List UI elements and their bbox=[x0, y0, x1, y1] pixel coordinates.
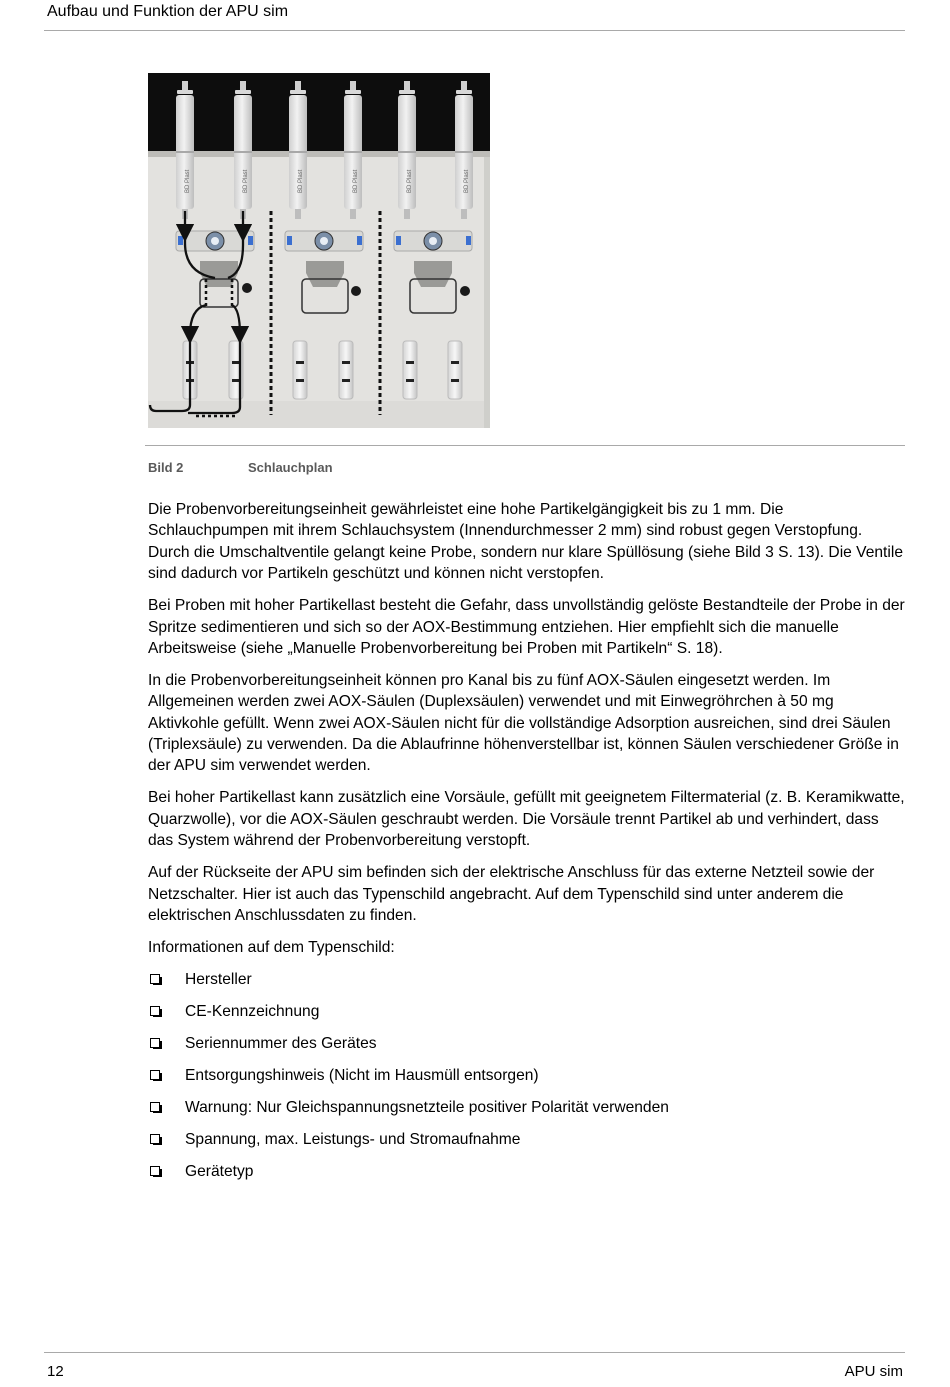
checkbox-bullet-icon bbox=[150, 974, 160, 984]
paragraph: Bei hoher Partikellast kann zusätzlich eine Vorsäule, gefüllt mit geeignetem Filtermaterial (z. B. Keramikwatte, Quarzwolle), vor die AOX-Säulen geschraubt werden. Die Vorsäule trennt Partikel ab und verhindert, dass das System während der Probenvorbereitung verstopft. bbox=[148, 789, 905, 850]
body-text bbox=[148, 499, 906, 1193]
list-item-text: Entsorgungshinweis (Nicht im Hausmüll entsorgen) bbox=[185, 1066, 539, 1084]
figure-number: Bild 2 bbox=[148, 460, 184, 475]
checkbox-bullet-icon bbox=[150, 1102, 160, 1112]
checkbox-bullet-icon bbox=[150, 1038, 160, 1048]
list-item bbox=[148, 1161, 906, 1193]
svg-text:BD Plast: BD Plast bbox=[353, 169, 359, 193]
paragraph: Informationen auf dem Typenschild: bbox=[148, 938, 395, 956]
list-item bbox=[148, 1001, 906, 1033]
svg-text:BD Plast: BD Plast bbox=[185, 169, 191, 193]
typenschild-list bbox=[148, 969, 906, 1193]
list-item-text: Spannung, max. Leistungs- und Stromaufnahme bbox=[185, 1130, 521, 1148]
footer-rule bbox=[44, 1352, 905, 1353]
list-item-text: Seriennummer des Gerätes bbox=[185, 1034, 377, 1052]
checkbox-bullet-icon bbox=[150, 1166, 160, 1176]
list-item bbox=[148, 1097, 906, 1129]
checkbox-bullet-icon bbox=[150, 1070, 160, 1080]
checkbox-bullet-icon bbox=[150, 1134, 160, 1144]
list-item-text: Warnung: Nur Gleichspannungsnetzteile positiver Polarität verwenden bbox=[185, 1098, 669, 1116]
list-item-text: Hersteller bbox=[185, 970, 252, 988]
paragraph: In die Probenvorbereitungseinheit können pro Kanal bis zu fünf AOX-Säulen eingesetzt werden. Im Allgemeinen werden zwei AOX-Säulen (Duplexsäulen) verwendet und mit Einwegröhrchen à 50 mg Aktivkohle gefüllt. Wenn zwei AOX-Säulen nicht für die vollständige Adsorption ausreichen, sind drei Säulen (Triplexsäule) zu verwenden. Da die Ablaufrinne höhenverstellbar ist, können Säulen verschiedener Größe in der APU sim verwendet werden. bbox=[148, 671, 899, 775]
footer-product-name: APU sim bbox=[844, 1363, 903, 1380]
paragraph: Die Probenvorbereitungseinheit gewährleistet eine hohe Partikelgängigkeit bis zu 1 mm. Die Schlauchpumpen mit ihrem Schlauchsystem (Innendurchmesser 2 mm) sind robust gegen Verstopfung. Durch die Umschaltventile gelangt keine Probe, sondern nur klare Spüllösung (siehe Bild 3 S. 13). Die Ventile sind dadurch vor Partikeln geschützt und können nicht verstopfen. bbox=[148, 501, 903, 583]
running-header: Aufbau und Funktion der APU sim bbox=[47, 3, 289, 20]
page-number: 12 bbox=[47, 1363, 64, 1380]
paragraph: Auf der Rückseite der APU sim befinden sich der elektrische Anschluss für das externe Netzteil sowie der Netzschalter. Hier ist auch das Typenschild angebracht. Auf dem Typenschild sind unter anderem die elektrischen Anschlussdaten zu finden. bbox=[148, 864, 875, 924]
svg-text:BD Plast: BD Plast bbox=[298, 169, 304, 193]
list-item-text: Gerätetyp bbox=[185, 1162, 254, 1180]
list-item bbox=[148, 1129, 906, 1161]
tubing-diagram-photo bbox=[148, 73, 490, 428]
svg-text:BD Plast: BD Plast bbox=[464, 169, 470, 193]
figure-caption: Schlauchplan bbox=[248, 460, 333, 475]
header-rule bbox=[44, 30, 905, 31]
list-item bbox=[148, 969, 906, 1001]
svg-text:BD Plast: BD Plast bbox=[243, 169, 249, 193]
checkbox-bullet-icon bbox=[150, 1006, 160, 1016]
list-item-text: CE-Kennzeichnung bbox=[185, 1002, 320, 1020]
list-item bbox=[148, 1065, 906, 1097]
figure-rule bbox=[145, 445, 905, 446]
paragraph: Bei Proben mit hoher Partikellast besteht die Gefahr, dass unvollständig gelöste Bestandteile der Probe in der Spritze sedimentieren und sich so der AOX-Bestimmung entziehen. Hier empfiehlt sich die manuelle Arbeitsweise (siehe „Manuelle Probenvorbereitung bei Proben mit Partikeln“ S. 18). bbox=[148, 597, 905, 657]
list-item bbox=[148, 1033, 906, 1065]
svg-text:BD Plast: BD Plast bbox=[407, 169, 413, 193]
